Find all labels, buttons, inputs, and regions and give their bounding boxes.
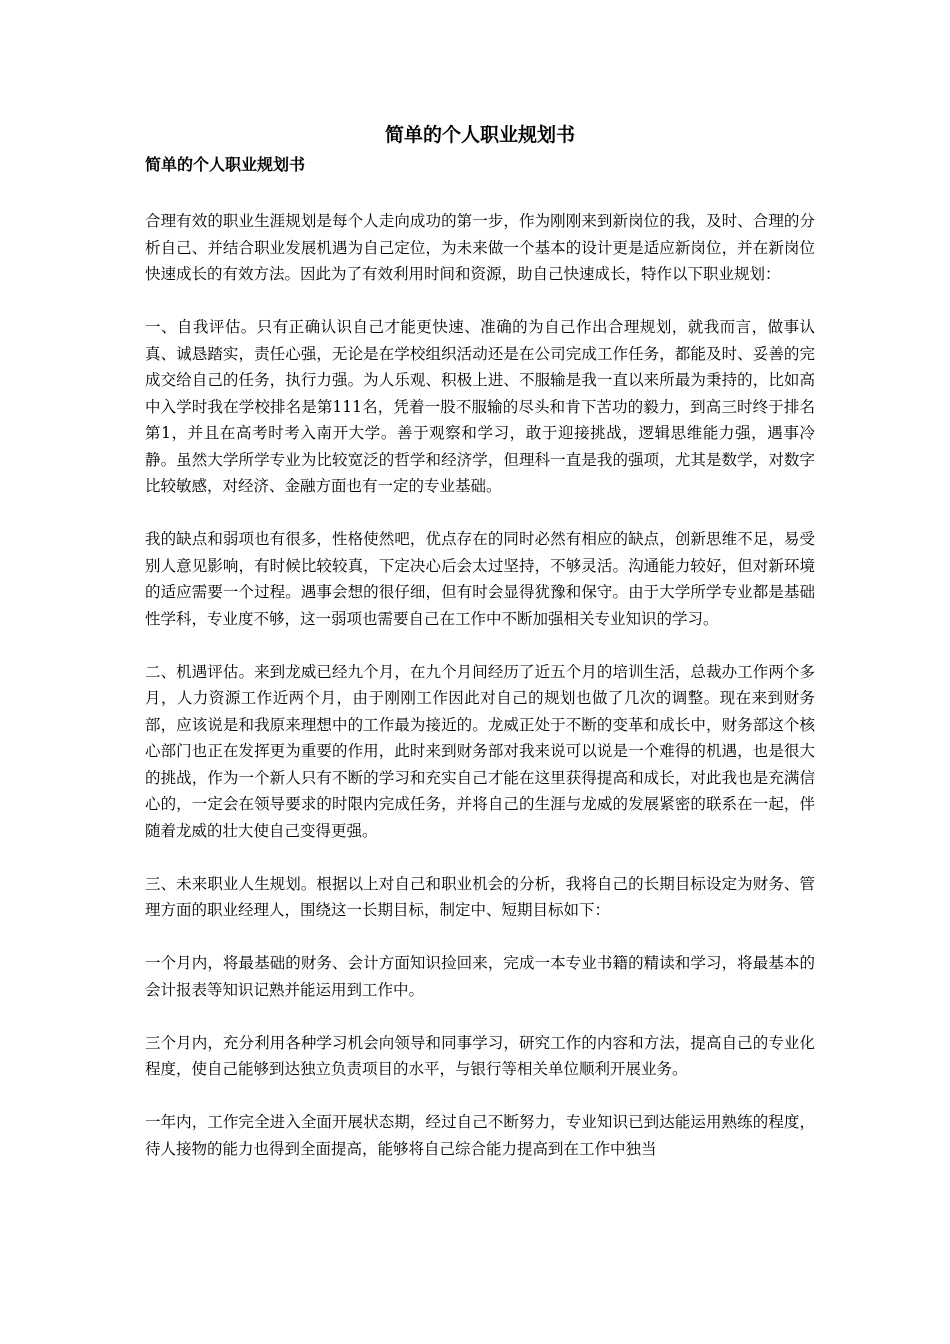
paragraph-weaknesses: 我的缺点和弱项也有很多，性格使然吧，优点存在的同时必然有相应的缺点，创新思维不足，易受别人意见影响，有时候比较较真，下定决心后会太过坚持，不够灵活。沟通能力较好，但对新环境的适应需要一个过程。遇事会想的很仔细，但有时会显得犹豫和保守。由于大学所学专业都是基础性学科，专业度不够，这一弱项也需要自己在工作中不断加强相关专业知识的学习。	[145, 530, 815, 628]
paragraph-self-assessment: 一、自我评估。只有正确认识自己才能更快速、准确的为自己作出合理规划，就我而言，做事认真、诚恳踏实，责任心强，无论是在学校组织活动还是在公司完成工作任务，都能及时、妥善的完成交给自己的任务，执行力强。为人乐观、积极上进、不服输是我一直以来所最为秉持的，比如高中入学时我在学校排名是第111名，凭着一股不服输的尽头和肯下苦功的毅力，到高三时终于排名第1，并且在高考时考入南开大学。善于观察和学习，敢于迎接挑战，逻辑思维能力强，遇事冷静。虽然大学所学专业为比较宽泛的哲学和经济学，但理科一直是我的强项，尤其是数学，对数字比较敏感，对经济、金融方面也有一定的专业基础。	[145, 318, 815, 495]
spacer	[145, 1083, 815, 1110]
spacer	[145, 844, 815, 871]
paragraph-intro: 合理有效的职业生涯规划是每个人走向成功的第一步，作为刚刚来到新岗位的我，及时、合理的分析自己、并结合职业发展机遇为自己定位，为未来做一个基本的设计更是适应新岗位，并在新岗位快速成长的有效方法。因此为了有效利用时间和资源，助自己快速成长，特作以下职业规划：	[145, 212, 815, 283]
document-title: 简单的个人职业规划书	[384, 124, 575, 146]
document-page	[145, 120, 815, 1162]
paragraph-three-month-goal: 三个月内，充分利用各种学习机会向领导和同事学习，研究工作的内容和方法，提高自己的专业化程度，使自己能够到达独立负责项目的水平，与银行等相关单位顺利开展业务。	[145, 1033, 815, 1078]
spacer	[145, 178, 815, 208]
paragraph-one-month-goal: 一个月内，将最基础的财务、会计方面知识捡回来，完成一本专业书籍的精读和学习，将最基本的会计报表等知识记熟并能运用到工作中。	[145, 954, 815, 999]
paragraph-one-year-goal: 一年内，工作完全进入全面开展状态期，经过自己不断努力，专业知识已到达能运用熟练的程度，待人接物的能力也得到全面提高，能够将自己综合能力提高到在工作中独当	[145, 1113, 815, 1158]
document-subtitle: 简单的个人职业规划书	[145, 155, 306, 174]
paragraph-career-plan: 三、未来职业人生规划。根据以上对自己和职业机会的分析，我将自己的长期目标设定为财务、管理方面的职业经理人，围绕这一长期目标，制定中、短期目标如下：	[145, 874, 815, 919]
spacer	[145, 632, 815, 659]
spacer	[145, 500, 815, 527]
spacer	[145, 1003, 815, 1030]
paragraph-opportunity-assessment: 二、机遇评估。来到龙威已经九个月，在九个月间经历了近五个月的培训生活，总裁办工作两个多月，人力资源工作近两个月，由于刚刚工作因此对自己的规划也做了几次的调整。现在来到财务部，应该说是和我原来理想中的工作最为接近的。龙威正处于不断的变革和成长中，财务部这个核心部门也正在发挥更为重要的作用，此时来到财务部对我来说可以说是一个难得的机遇，也是很大的挑战，作为一个新人只有不断的学习和充实自己才能在这里获得提高和成长，对此我也是充满信心的，一定会在领导要求的时限内完成任务，并将自己的生涯与龙威的发展紧密的联系在一起，伴随着龙威的壮大使自己变得更强。	[145, 662, 815, 840]
spacer	[145, 288, 815, 315]
spacer	[145, 924, 815, 951]
